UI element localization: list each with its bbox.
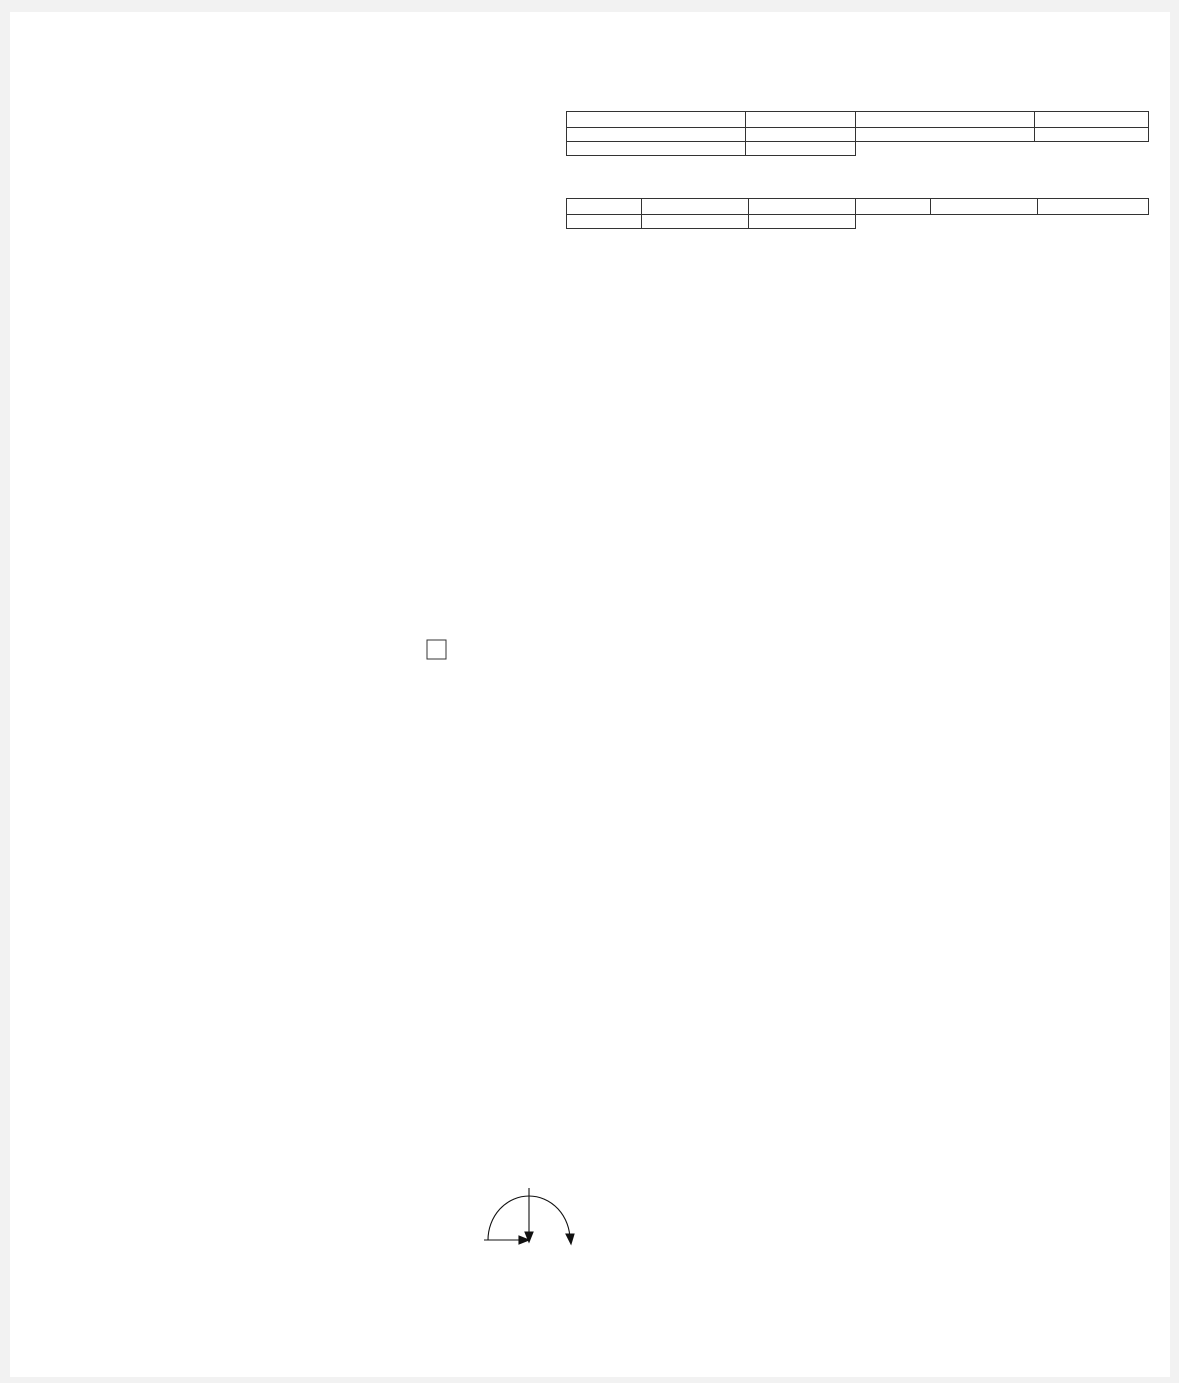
ap-cell-empty: [856, 142, 1035, 156]
tower-design-notes: [566, 254, 1126, 258]
mat-header: [749, 199, 856, 215]
reaction-symbol: [484, 1188, 574, 1244]
mat-header: [931, 199, 1038, 215]
ap-cell: [567, 128, 746, 142]
mat-header: [1038, 199, 1149, 215]
ap-cell: [746, 142, 856, 156]
ap-cell: [1035, 128, 1149, 142]
mat-header: [856, 199, 931, 215]
ap-cell-empty: [1035, 142, 1149, 156]
mat-cell-empty: [931, 215, 1038, 229]
ap-header: [567, 112, 746, 128]
mat-cell-empty: [1038, 215, 1149, 229]
mat-header: [567, 199, 642, 215]
mat-cell-empty: [856, 215, 931, 229]
marker-square: [427, 640, 446, 659]
ap-header: [856, 112, 1035, 128]
ap-cell: [567, 142, 746, 156]
ap-header: [1035, 112, 1149, 128]
ap-cell: [746, 128, 856, 142]
ap-header: [746, 112, 856, 128]
ap-cell: [856, 128, 1035, 142]
mat-cell: [749, 215, 856, 229]
mat-cell: [642, 215, 749, 229]
material-table: [566, 198, 1149, 229]
max-corner-reactions: [477, 1032, 494, 1049]
mat-cell: [567, 215, 642, 229]
mat-header: [642, 199, 749, 215]
appurtenance-table: [566, 111, 1149, 156]
